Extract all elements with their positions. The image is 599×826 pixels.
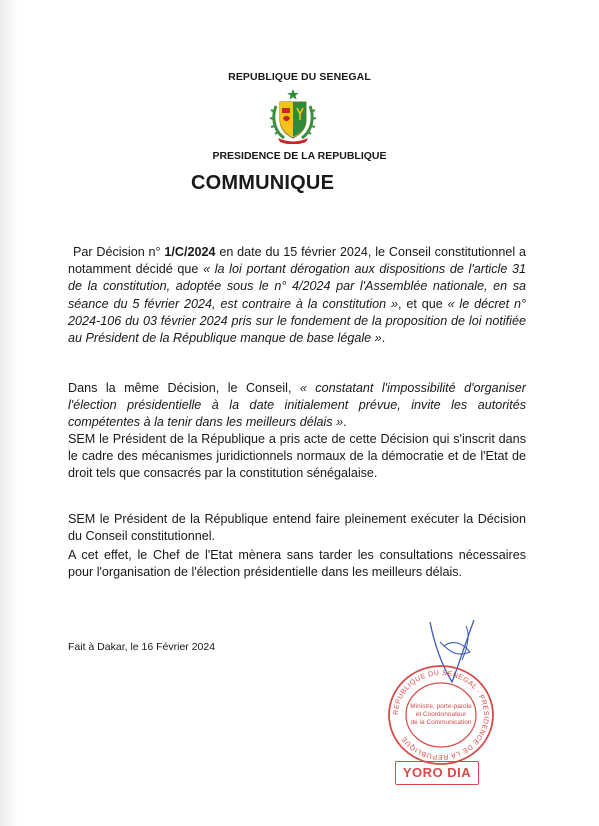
paragraph-decision: Par Décision n° 1/C/2024 en date du 15 février 2024, le Conseil constitutionnel a notamment décidé que « la loi portant dérogation aux dispositions de l'article 31 de la constitution, adoptée sous le n° 4/2024 par l'Assemblée nationale, en sa séance du 5 février 2024, est contraire à la constitution », et que « le décret n° 2024-106 du 03 février 2024 pris sur le fondement de la proposition de loi notifiée au Président de la République manque de base légale ». <box>68 245 526 346</box>
official-stamp-icon <box>383 660 499 770</box>
stamp-line-1: Ministre, porte-parole <box>410 703 472 710</box>
stamp-line-2: et Coordonnateur <box>415 711 467 718</box>
senegal-coat-of-arms-icon <box>268 88 318 144</box>
paragraph-conseil: Dans la même Décision, le Conseil, « constatant l'impossibilité d'organiser l'élection présidentielle à la date initialement prévue, invite les autorités compétentes à la tenir dans les meilleurs délais ». <box>68 381 526 430</box>
stamp-line-3: de la Communication <box>410 719 472 726</box>
paragraph-consultations: A cet effet, le Chef de l'Etat mènera sans tarder les consultations nécessaires pour l'organisation de l'élection présidentielle dans les meilleurs délais. <box>68 548 526 580</box>
paragraph-execution: SEM le Président de la République entend faire pleinement exécuter la Décision du Conseil constitutionnel. <box>68 512 526 544</box>
page-edge-shadow <box>0 0 18 826</box>
document-title: COMMUNIQUE <box>191 172 335 194</box>
stamp-ring-text: REPUBLIQUE DU SENEGAL · PRESIDENCE DE LA REPUBLIQUE <box>392 669 490 761</box>
signatory-name: YORO DIA <box>395 761 479 785</box>
place-and-date: Fait à Dakar, le 16 Février 2024 <box>68 641 216 653</box>
institution-heading: PRESIDENCE DE LA REPUBLIQUE <box>212 150 387 162</box>
country-heading: REPUBLIQUE DU SENEGAL <box>228 71 371 83</box>
paragraph-acte: SEM le Président de la République a pris acte de cette Décision qui s'inscrit dans le cadre des mécanismes juridictionnels normaux de la démocratie et de l'Etat de droit tels que consacrés par la constitution sénégalaise. <box>68 432 526 481</box>
